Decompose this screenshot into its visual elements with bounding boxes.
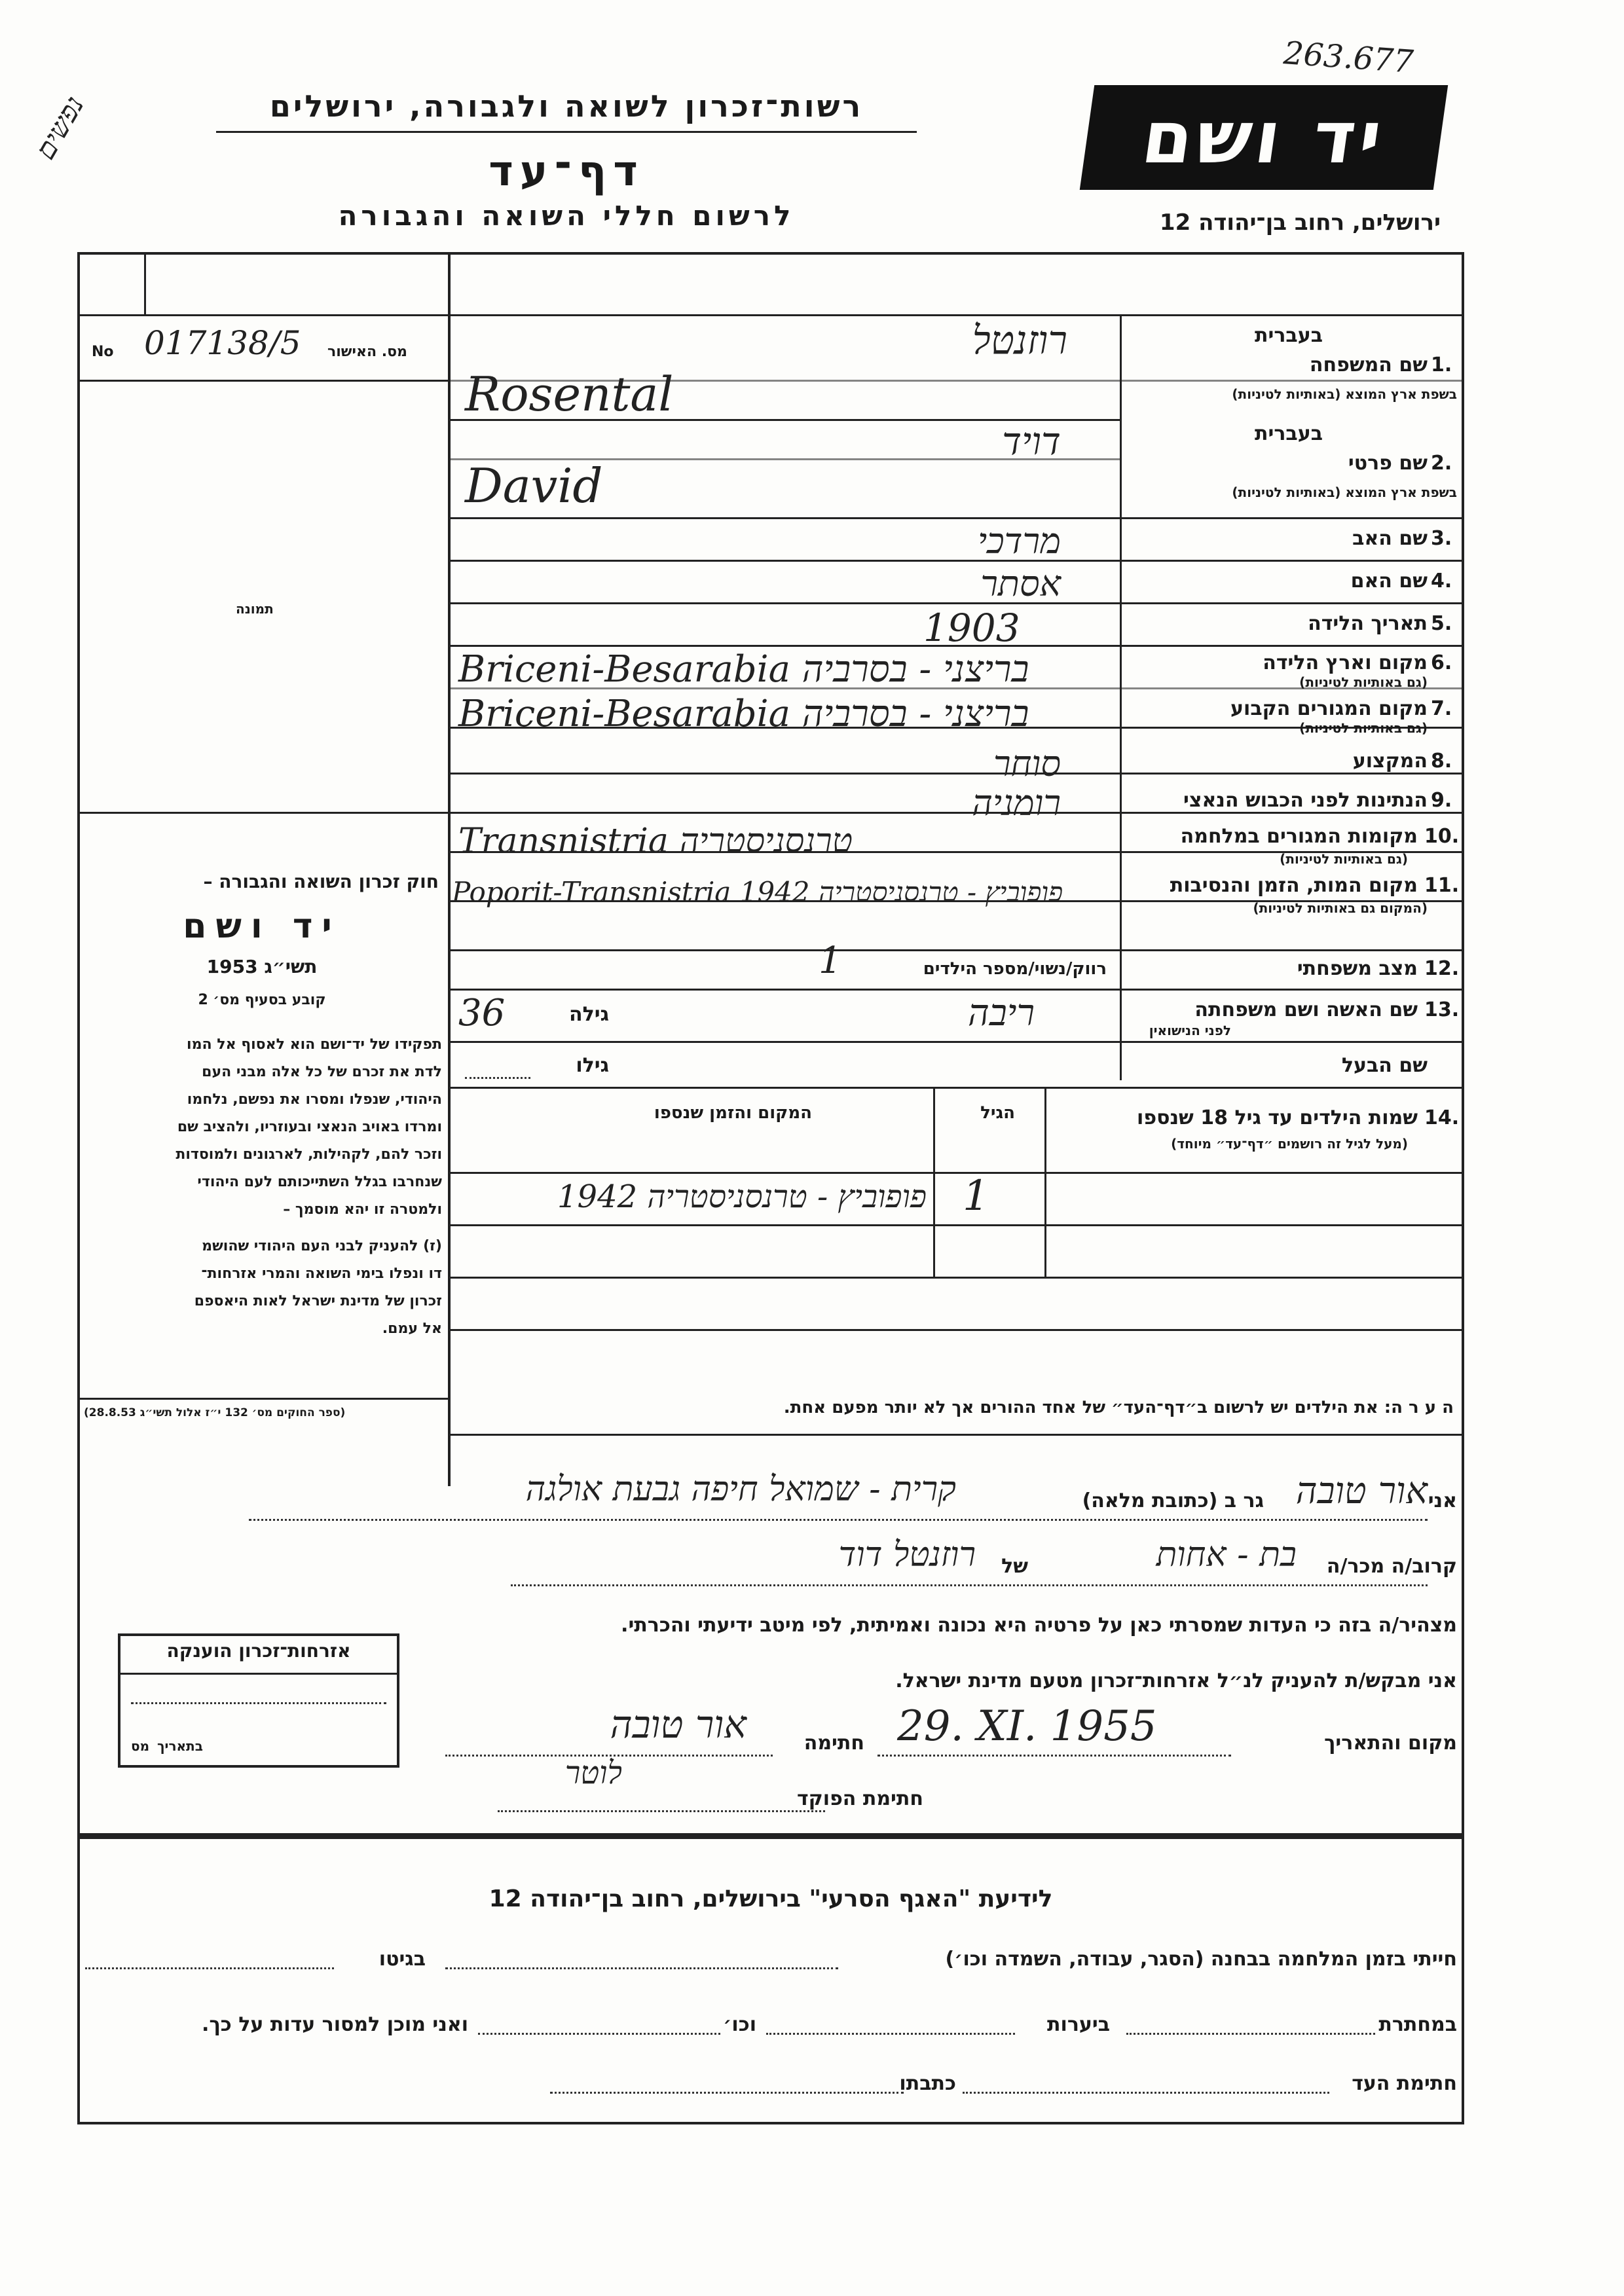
husband-age-label: גילו	[576, 1054, 609, 1077]
f1-num: 1.	[1431, 354, 1452, 376]
relation-label: קרוב/ה מכר/ה	[1326, 1555, 1457, 1578]
footer-line2-mid: ביערות	[1047, 2013, 1110, 2036]
law-line: אל עמם.	[382, 1321, 442, 1337]
law-line: לדת את זכרם של כל אלה מבני העם	[202, 1064, 442, 1080]
f9-value: רומניה	[972, 782, 1061, 824]
footer-line2-dots3	[478, 2033, 720, 2035]
footer-line2-mid2: וכו׳	[723, 2013, 756, 2036]
photo-label: תמונה	[236, 601, 274, 617]
law-line: זכרון של מדינת ישראל לאות היאספם	[194, 1293, 442, 1309]
husband-label: שם הבעל	[1341, 1054, 1428, 1077]
footer-line1-end: בגיטו	[378, 1948, 426, 1971]
footer-line3-dots1	[963, 2092, 1329, 2094]
f9-num: 9.	[1431, 789, 1452, 812]
f4-num: 4.	[1431, 570, 1452, 592]
yad-vashem-logo	[1080, 85, 1448, 190]
signature-value: אור טובה	[610, 1702, 747, 1747]
header-address: ירושלים, רחוב בן־יהודה 12	[1159, 210, 1441, 236]
row-rule	[451, 1041, 1464, 1043]
child-place: פופוביץ - טרנסניסטריה 1942	[557, 1178, 927, 1215]
f2-sub: בשפת ארץ המוצא (באותיות לטיניות)	[1232, 484, 1457, 500]
table-rule	[451, 1172, 1464, 1174]
f4-label: שם האם	[1350, 570, 1428, 592]
f11-num: 11.	[1424, 874, 1460, 897]
footer-line1-dots	[445, 1967, 838, 1969]
left-panel-stub	[144, 252, 146, 314]
resides-line	[249, 1519, 1428, 1521]
f6-sub: (גם באותיות לטיניות)	[1299, 674, 1428, 690]
f5-num: 5.	[1431, 612, 1452, 635]
footer-line3-start: חתימת העד	[1352, 2072, 1457, 2095]
f2-heb-value: דויד	[1002, 419, 1061, 464]
f8-label: המקצוע	[1352, 750, 1428, 773]
f3-num: 3.	[1431, 527, 1452, 550]
cert-label: מס. האישור	[327, 344, 407, 360]
footer-line1-dots2	[85, 1967, 334, 1969]
f7-sub: (גם באותיות לטיניות)	[1299, 720, 1428, 736]
f13-age-value: 36	[458, 992, 506, 1034]
child-age: 1	[963, 1172, 989, 1220]
law-line: וזכר להם, לקהילות, לארגונים ולמוסדות	[175, 1146, 442, 1163]
footer-title: לידיעת "האגף הסרעי" בירושלים, רחוב בן־יהודה 12	[489, 1886, 1053, 1912]
f2-num: 2.	[1431, 452, 1452, 475]
row-rule	[451, 517, 1464, 519]
stamp-title: אזרחות־זכרון הוענקה	[166, 1640, 351, 1662]
f10-label: מקומות המגורים במלחמה	[1180, 825, 1418, 848]
f12-label: מצב משפחתי	[1297, 957, 1418, 980]
header-subtitle: לרשום חללי השואה והגבורה	[338, 200, 795, 232]
law-line: היהודי, שנפלו ומסרו את נפשם, נלחמו	[187, 1091, 442, 1108]
row-rule	[451, 949, 1464, 951]
f1-label: שם המשפחה	[1309, 354, 1428, 376]
signature-label: חתימה	[803, 1732, 864, 1755]
f12-prefix: רווק/נשוי/מספר הילדים	[923, 959, 1107, 979]
cert-number: 017138/5	[144, 324, 301, 362]
law-text	[85, 1031, 442, 1343]
table-divider	[933, 1087, 935, 1277]
row-rule	[451, 602, 1464, 604]
stamp-line	[131, 1702, 386, 1704]
f5-label: תאריך הלידה	[1308, 612, 1428, 635]
f10-value: Transnistria טרנסניסטריה	[458, 822, 853, 861]
husband-age-line	[465, 1077, 530, 1079]
footer-line3-end: כתבתו	[899, 2072, 956, 2095]
law-line: ומרדו באויב הנאצי ובעוזריו, ולהציב שם	[177, 1119, 442, 1135]
f7-num: 7.	[1431, 697, 1452, 720]
footer-line1-label: חייתי בזמן המלחמה בבחנה (הסגר, עבודה, השמדה וכו׳)	[945, 1948, 1457, 1971]
f2-latin-value: David	[465, 458, 603, 513]
row-rule	[451, 812, 1464, 814]
f1-heb-value: רוזנטל	[972, 318, 1067, 363]
footer-line2-start: במחתרת	[1378, 2013, 1457, 2036]
stamp-rule	[118, 1673, 399, 1675]
header-authority: רשות־זכרון לשואה ולגבורה, ירושלים	[269, 88, 864, 124]
f10-sub: (גם באותיות לטיניות)	[1280, 851, 1408, 867]
photo-bottom	[77, 812, 451, 814]
note-text: ה ע ר ה: את הילדים יש לרשום ב״דף־העד״ של אחד ההורים אך לא יותר מפעם אחת.	[783, 1398, 1454, 1417]
law-line: דו ונפלו בימי השואה והמרי אזרחות־	[201, 1266, 442, 1282]
f12-num: 12.	[1424, 957, 1460, 980]
logo-text: יד ושם	[1137, 96, 1391, 179]
in-hebrew-2: בעברית	[1255, 422, 1323, 445]
col-age-header: הגיל	[980, 1103, 1015, 1123]
f14-num: 14.	[1424, 1106, 1460, 1129]
f11-sub: (המקום גם באותיות לטיניות)	[1253, 900, 1428, 916]
f8-value: סוחר	[993, 743, 1061, 784]
law-line: שנחרבו בגלל השתייכותם לעם היהודי	[197, 1174, 442, 1190]
table-rule	[451, 1224, 1464, 1226]
f10-num: 10.	[1424, 825, 1460, 848]
ani-label: אני	[1428, 1489, 1457, 1512]
f8-num: 8.	[1431, 750, 1452, 773]
footer-line3-dots2	[550, 2092, 904, 2094]
f13-value: ריבה	[968, 992, 1035, 1034]
statement-1: מצהיר/ה בזה כי העדות שמסרתי כאן על פרטיה היא נכונה ואמיתית, לפי מיטב ידיעתי והכרתי.	[621, 1614, 1457, 1637]
footer-double-rule	[77, 1833, 1464, 1839]
f14-sub: (מעל לגיל זה רושמים ״דף־עד״ מיוחד)	[1171, 1136, 1408, 1152]
f4-value: אסתר	[980, 563, 1061, 604]
f1-latin-value: Rosental	[465, 367, 674, 422]
date-line	[877, 1755, 1231, 1757]
relation-value: בת - אחות	[1156, 1535, 1297, 1575]
f1-sub: בשפת ארץ המוצא (באותיות לטיניות)	[1232, 386, 1457, 402]
clerk-label: חתימת הפוקד	[797, 1787, 923, 1810]
f13-label: שם האשה ושם משפחתה	[1194, 998, 1418, 1021]
notes-rule	[451, 1434, 1464, 1436]
row-rule	[451, 989, 1464, 991]
margin-note: נפשים	[29, 90, 90, 165]
law-clause: קובע בסעיף מס׳ 2	[198, 992, 326, 1008]
f7-label: מקום המגורים הקבוע	[1230, 697, 1428, 720]
col-place-header: המקום והזמן שנספו	[654, 1103, 812, 1123]
corner-file-number: 263.677	[1282, 35, 1415, 81]
law-ref-rule	[77, 1398, 451, 1400]
labels-divider	[1120, 314, 1122, 1080]
statement-2: אני מבקש/ת להעניק לנ״ל אזרחות־זכרון מטעם מדינת ישראל.	[895, 1669, 1457, 1692]
resides-label: גר ב (כתובת מלאה)	[1082, 1489, 1264, 1512]
law-year: תשי״ג 1953	[206, 956, 318, 977]
f13-sub: לפני הנישואין	[1149, 1023, 1231, 1038]
law-title: חוק זכרון השואה והגבורה –	[203, 871, 439, 892]
clerk-line	[498, 1810, 825, 1812]
f2-label: שם פרטי	[1348, 452, 1428, 475]
f3-label: שם האב	[1352, 527, 1428, 550]
stamp-num-label: בתאריך	[157, 1738, 203, 1754]
f13-num: 13.	[1424, 998, 1460, 1021]
of-value: רוזנטל דוד	[838, 1535, 976, 1575]
table-rule	[451, 1277, 1464, 1279]
stamp-num-prefix: מס	[131, 1738, 150, 1754]
footer-line2-dots2	[766, 2033, 1015, 2035]
f11-value: Poporit-Transnistria 1942 פופוביץ - טרנסניסטריה	[452, 876, 1063, 908]
header-title: דף־עד	[489, 147, 644, 196]
law-name: יד ושם	[183, 907, 341, 946]
f11-label: מקום המות, הזמן והנסיבות	[1170, 874, 1418, 897]
of-label: של	[1001, 1555, 1028, 1578]
cert-row-bottom	[77, 380, 451, 382]
row-rule	[451, 560, 1464, 562]
place-date-label: מקום והתאריך	[1324, 1732, 1457, 1755]
law-line: תפקידו של יד־ושם הוא לאסוף אל המו	[187, 1036, 442, 1053]
clerk-value: לוטר	[564, 1755, 622, 1791]
f9-label: הנתינות לפני הכבוש הנאצי	[1183, 789, 1428, 812]
row-rule	[451, 1087, 1464, 1089]
relation-line	[511, 1584, 1428, 1586]
f5-value: 1903	[923, 606, 1020, 650]
footer-line2-dots1	[1126, 2033, 1375, 2035]
f13-age-label: גילה	[569, 1003, 609, 1026]
table-rule	[451, 1329, 1464, 1331]
cert-no: No	[92, 344, 114, 360]
law-line: ולמטרה זו יהא מוסמך –	[283, 1201, 442, 1218]
in-hebrew-1: בעברית	[1255, 324, 1323, 347]
law-line: (ז) להעניק לבני העם היהודי שהושמ	[202, 1238, 442, 1254]
law-reference: (ספר החוקים מס׳ 132 י״ז אלול תשי״ג 28.8.53)	[84, 1406, 346, 1419]
footer-line2-end: ואני מוכן למסור עדות על כך.	[202, 2013, 468, 2036]
f14-label: שמות הילדים עד גיל 18 שנספו	[1137, 1106, 1418, 1129]
row-rule	[451, 773, 1464, 774]
f6-label: מקום וארץ הלידה	[1263, 651, 1428, 674]
date-value: 29. XI. 1955	[897, 1702, 1157, 1751]
resides-value: קרית - שמואל חיפה גבעת אולגה	[525, 1470, 956, 1509]
f3-value: מרדכי	[978, 520, 1061, 562]
ani-value: אור טובה	[1295, 1470, 1428, 1512]
f12-count: 1	[819, 939, 842, 982]
f7-value: Briceni-Besarabia בריצני - בסרביה	[458, 693, 1029, 735]
table-divider	[1044, 1087, 1046, 1277]
f6-num: 6.	[1431, 651, 1452, 674]
f6-value: Briceni-Besarabia בריצני - בסרביה	[458, 648, 1029, 691]
header-rule	[216, 131, 917, 133]
